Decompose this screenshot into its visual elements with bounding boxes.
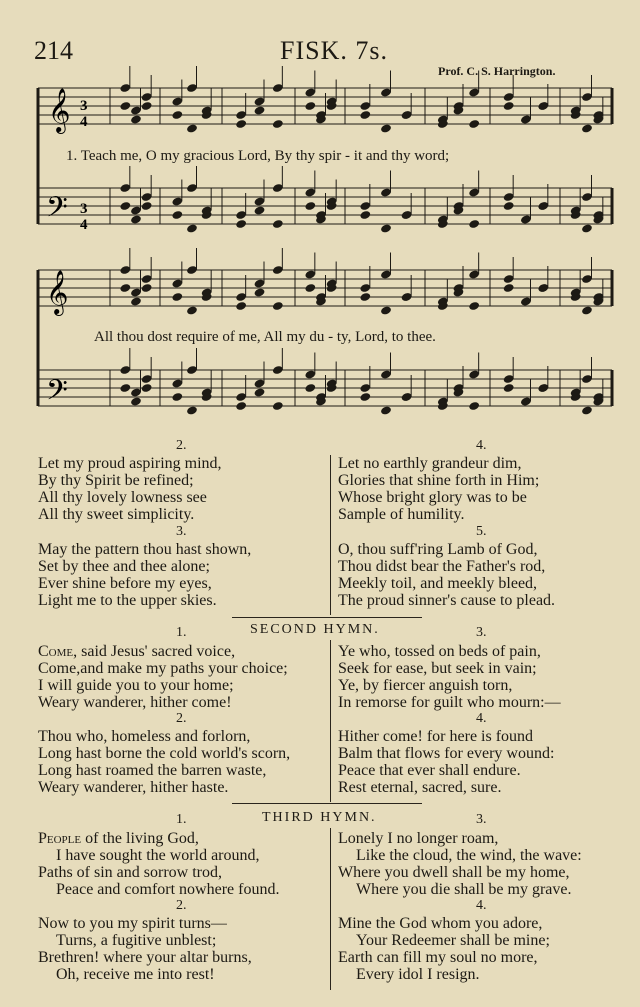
- time-sig-bass-top: 3: [80, 201, 88, 217]
- note-head: [380, 223, 392, 233]
- note-head: [130, 396, 142, 406]
- note-head: [235, 219, 247, 229]
- note-head: [186, 123, 198, 133]
- verse-line: O, thou suff'ring Lamb of God,: [338, 541, 538, 558]
- verse-number: 2.: [176, 898, 187, 913]
- treble-clef-icon-2: 𝄞: [46, 270, 69, 314]
- verse-line: Ye who, tossed on beds of pain,: [338, 643, 541, 660]
- note-head: [468, 401, 480, 411]
- verse-line: Rest eternal, sacred, sure.: [338, 779, 502, 796]
- note-head: [380, 405, 392, 415]
- verse-number: 3.: [476, 625, 487, 640]
- note-head: [141, 201, 153, 211]
- verse-line: Paths of sin and sorrow trod,: [38, 864, 222, 881]
- first-word: People: [38, 830, 82, 847]
- note-head: [130, 214, 142, 224]
- verse-number: 2.: [176, 438, 187, 453]
- note-head: [254, 205, 266, 215]
- verse-line: Come,and make my paths your choice;: [38, 660, 288, 677]
- note-head: [130, 114, 142, 124]
- note-head: [272, 301, 284, 311]
- note-head: [254, 387, 266, 397]
- verse-line: The proud sinner's cause to plead.: [338, 592, 556, 609]
- verse-line: Your Redeemer shall be mine;: [356, 932, 550, 949]
- note-head: [171, 392, 183, 402]
- note-head: [304, 201, 316, 211]
- note-head: [359, 210, 371, 220]
- column-divider: [330, 640, 331, 802]
- verse-line: I will guide you to your home;: [38, 677, 234, 694]
- verse-number: 4.: [476, 711, 487, 726]
- verse-line: Let no earthly grandeur dim,: [338, 455, 522, 472]
- note-head: [468, 219, 480, 229]
- note-head: [254, 287, 266, 297]
- bass-clef-icon-2: 𝄢: [46, 374, 68, 414]
- note-head: [119, 383, 131, 393]
- verse-line: Mine the God whom you adore,: [338, 915, 543, 932]
- note-head: [141, 283, 153, 293]
- verse-line: [38, 830, 199, 847]
- verse-line: Let my proud aspiring mind,: [38, 455, 222, 472]
- verse-line: Where you dwell shall be my home,: [338, 864, 570, 881]
- music-score: [0, 0, 640, 430]
- note-head: [171, 210, 183, 220]
- note-head: [503, 201, 515, 211]
- verse-number: 1.: [176, 812, 187, 827]
- note-head: [186, 405, 198, 415]
- second-hymn-heading: SECOND HYMN.: [250, 622, 380, 637]
- note-head: [380, 123, 392, 133]
- verse-line: Where you die shall be my grave.: [356, 881, 572, 898]
- note-head: [468, 301, 480, 311]
- verse-line: Like the cloud, the wind, the wave:: [356, 847, 582, 864]
- verse-line: Balm that flows for every wound:: [338, 745, 555, 762]
- note-head: [130, 296, 142, 306]
- music-lyric-line-2: All thou dost require of me, All my du - ty, Lord, to thee.: [94, 329, 436, 345]
- verse-number: 3.: [476, 812, 487, 827]
- note-head: [171, 110, 183, 120]
- first-line-rest: said Jesus' sacred voice,: [77, 643, 236, 660]
- verse-line: All thy lovely lowness see: [38, 489, 207, 506]
- verse-line: Peace and comfort nowhere found.: [56, 881, 280, 898]
- section-rule: [232, 803, 422, 804]
- note-head: [581, 305, 593, 315]
- note-head: [359, 110, 371, 120]
- composer-credit: Prof. C. S. Harrington.: [438, 64, 556, 78]
- treble-clef-icon: 𝄞: [48, 88, 71, 132]
- note-head: [254, 105, 266, 115]
- verse-line: Glories that shine forth in Him;: [338, 472, 540, 489]
- note-head: [235, 119, 247, 129]
- verse-line: Brethren! where your altar burns,: [38, 949, 252, 966]
- music-lyric-line-1: 1. Teach me, O my gracious Lord, By thy spir - it and thy word;: [66, 148, 450, 164]
- verse-line: Ever shine before my eyes,: [38, 575, 212, 592]
- note-head: [304, 283, 316, 293]
- verse-line: Ye, by fiercer anguish torn,: [338, 677, 513, 694]
- first-line-rest: of the living God,: [81, 830, 199, 847]
- verse-line: [38, 643, 235, 660]
- verse-line: Meekly toil, and meekly bleed,: [338, 575, 538, 592]
- column-divider: [330, 828, 331, 990]
- verse-line: Light me to the upper skies.: [38, 592, 217, 609]
- verse-line: Long hast borne the cold world's scorn,: [38, 745, 291, 762]
- verse-line: All thy sweet simplicity.: [38, 506, 195, 523]
- note-head: [141, 101, 153, 111]
- staff-lines: [38, 88, 612, 406]
- verse-number: 5.: [476, 524, 487, 539]
- verse-line: In remorse for guilt who mourn:—: [338, 694, 561, 711]
- note-head: [503, 383, 515, 393]
- verse-line: Weary wanderer, hither come!: [38, 694, 232, 711]
- time-sig-bass-bottom: 4: [80, 217, 88, 233]
- note-head: [468, 119, 480, 129]
- note-head: [141, 383, 153, 393]
- verse-number: 3.: [176, 524, 187, 539]
- verse-number: 2.: [176, 711, 187, 726]
- note-head: [304, 383, 316, 393]
- note-head: [272, 401, 284, 411]
- verse-line: Thou who, homeless and forlorn,: [38, 728, 251, 745]
- note-head: [119, 283, 131, 293]
- verse-line: Whose bright glory was to be: [338, 489, 527, 506]
- verse-line: Sample of humility.: [338, 506, 465, 523]
- note-head: [359, 392, 371, 402]
- note-head: [235, 301, 247, 311]
- note-head: [235, 401, 247, 411]
- note-head: [581, 223, 593, 233]
- verse-line: Thou didst bear the Father's rod,: [338, 558, 546, 575]
- note-head: [272, 119, 284, 129]
- note-head: [119, 201, 131, 211]
- page-number: 214: [34, 36, 73, 65]
- note-head: [171, 292, 183, 302]
- verse-line: Earth can fill my soul no more,: [338, 949, 538, 966]
- tune-title: FISK. 7s.: [280, 36, 388, 65]
- note-head: [186, 305, 198, 315]
- note-heads: [119, 66, 604, 416]
- verse-number: 1.: [176, 625, 187, 640]
- section-rule: [232, 617, 422, 618]
- note-head: [186, 223, 198, 233]
- verse-line: Lonely I no longer roam,: [338, 830, 499, 847]
- first-word: Come,: [38, 643, 78, 660]
- verse-line: May the pattern thou hast shown,: [38, 541, 252, 558]
- note-head: [581, 405, 593, 415]
- verse-line: Weary wanderer, hither haste.: [38, 779, 229, 796]
- note-head: [272, 219, 284, 229]
- verse-line: Seek for ease, but seek in vain;: [338, 660, 537, 677]
- time-sig-top: 3: [80, 98, 88, 114]
- note-head: [304, 101, 316, 111]
- column-divider: [330, 455, 331, 615]
- verse-line: Oh, receive me into rest!: [56, 966, 215, 983]
- time-sig-bottom: 4: [80, 114, 88, 130]
- bass-clef-icon: 𝄢: [46, 191, 68, 231]
- verse-line: Now to you my spirit turns—: [38, 915, 227, 932]
- note-head: [581, 123, 593, 133]
- verse-number: 4.: [476, 438, 487, 453]
- third-hymn-heading: THIRD HYMN.: [262, 810, 377, 825]
- verse-line: Turns, a fugitive unblest;: [56, 932, 217, 949]
- note-head: [359, 292, 371, 302]
- note-head: [380, 305, 392, 315]
- verse-line: Set by thee and thee alone;: [38, 558, 210, 575]
- note-head: [503, 101, 515, 111]
- verse-number: 4.: [476, 898, 487, 913]
- note-head: [119, 101, 131, 111]
- verse-line: Peace that ever shall endure.: [338, 762, 521, 779]
- verse-line: I have sought the world around,: [56, 847, 260, 864]
- verse-line: Hither come! for here is found: [338, 728, 534, 745]
- verse-line: Every idol I resign.: [356, 966, 480, 983]
- verse-line: By thy Spirit be refined;: [38, 472, 194, 489]
- note-head: [503, 283, 515, 293]
- verse-line: Long hast roamed the barren waste,: [38, 762, 267, 779]
